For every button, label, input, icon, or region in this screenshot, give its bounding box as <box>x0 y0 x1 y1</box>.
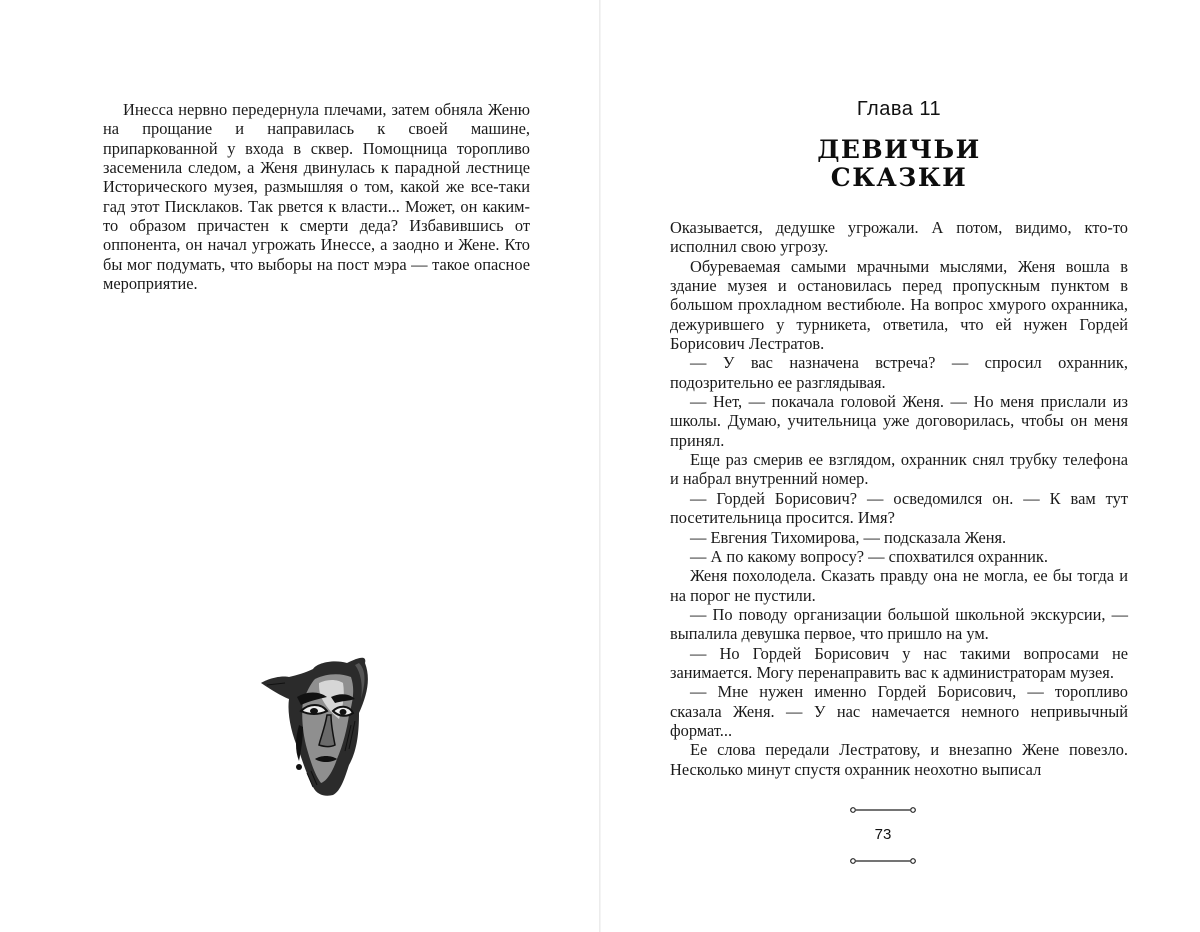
folio-ornament-bottom <box>850 857 916 865</box>
paragraph: — Евгения Тихомирова, — подсказала Женя. <box>690 527 1007 547</box>
paragraph: — Мне нужен именно Гордей Борисович, — торопливо сказала Женя. — У нас намечается немного непривычный формат... <box>670 682 1128 740</box>
chapter-title <box>670 136 1128 192</box>
paragraph: Оказывается, дедушке угрожали. А потом, видимо, кто-то исполнил свою угрозу. <box>670 218 1128 257</box>
left-page-text <box>103 100 530 293</box>
paragraph: Обуреваемая самыми мрачными мыслями, Женя вошла в здание музея и остановилась перед пропускным пунктом в большом прохладном вестибюле. На вопрос хмурого охранника, дежурившего у турникета, ответила, что ей нужен Гордей Борисович Лестратов. <box>670 256 1128 354</box>
paragraph: — Гордей Борисович? — осведомился он. — К вам тут посетительница просится. Имя? <box>670 488 1128 528</box>
paragraph: Инесса нервно передернула плечами, затем обняла Женю на прощание и направилась к своей машине, припаркованной у входа в сквер. Помощница торопливо засеменила следом, а Женя двинулась к парадной лестнице Исторического музея, размышляя о том, какой же все-таки гад этот Писклаков. Так рвется к власти... Может, он каким-то образом причастен к смерти деда? Избавившись от оппонента, он начал угрожать Инессе, а заодно и Жене. Кто бы мог подумать, что выборы на пост мэра — такое опасное мероприятие. <box>103 100 530 294</box>
paragraph: — У вас назначена встреча? — спросил охранник, подозрительно ее разглядывая. <box>670 353 1128 392</box>
paragraph: Ее слова передали Лестратову, и внезапно Жене повезло. Несколько минут спустя охранник неохотно выписал <box>670 740 1128 779</box>
right-page-text <box>670 218 1128 779</box>
page-number: 73 <box>874 826 892 843</box>
paragraph: Женя похолодела. Сказать правду она не могла, ее бы тогда и на порог не пустили. <box>670 566 1128 605</box>
paragraph: — По поводу организации большой школьной экскурсии, — выпалила девушка первое, что пришло на ум. <box>670 604 1128 644</box>
chapter-title-line: ДЕВИЧЬИ <box>817 135 981 164</box>
chapter-label: Глава 11 <box>856 98 942 120</box>
paragraph: — Нет, — покачала головой Женя. — Но меня прислали из школы. Думаю, учительница уже договорилась, чтобы он меня принял. <box>670 392 1128 450</box>
paragraph: Еще раз смерив ее взглядом, охранник снял трубку телефона и набрал внутренний номер. <box>670 450 1128 489</box>
right-page <box>600 0 1200 932</box>
chapter-title-line: СКАЗКИ <box>830 163 968 192</box>
paragraph: — Но Гордей Борисович у нас такими вопросами не занимается. Могу перенаправить вас к администраторам музея. <box>670 643 1128 682</box>
paragraph: — А по какому вопросу? — спохватился охранник. <box>690 546 1048 566</box>
mask-illustration <box>255 655 445 800</box>
folio-ornament-top <box>850 806 916 814</box>
